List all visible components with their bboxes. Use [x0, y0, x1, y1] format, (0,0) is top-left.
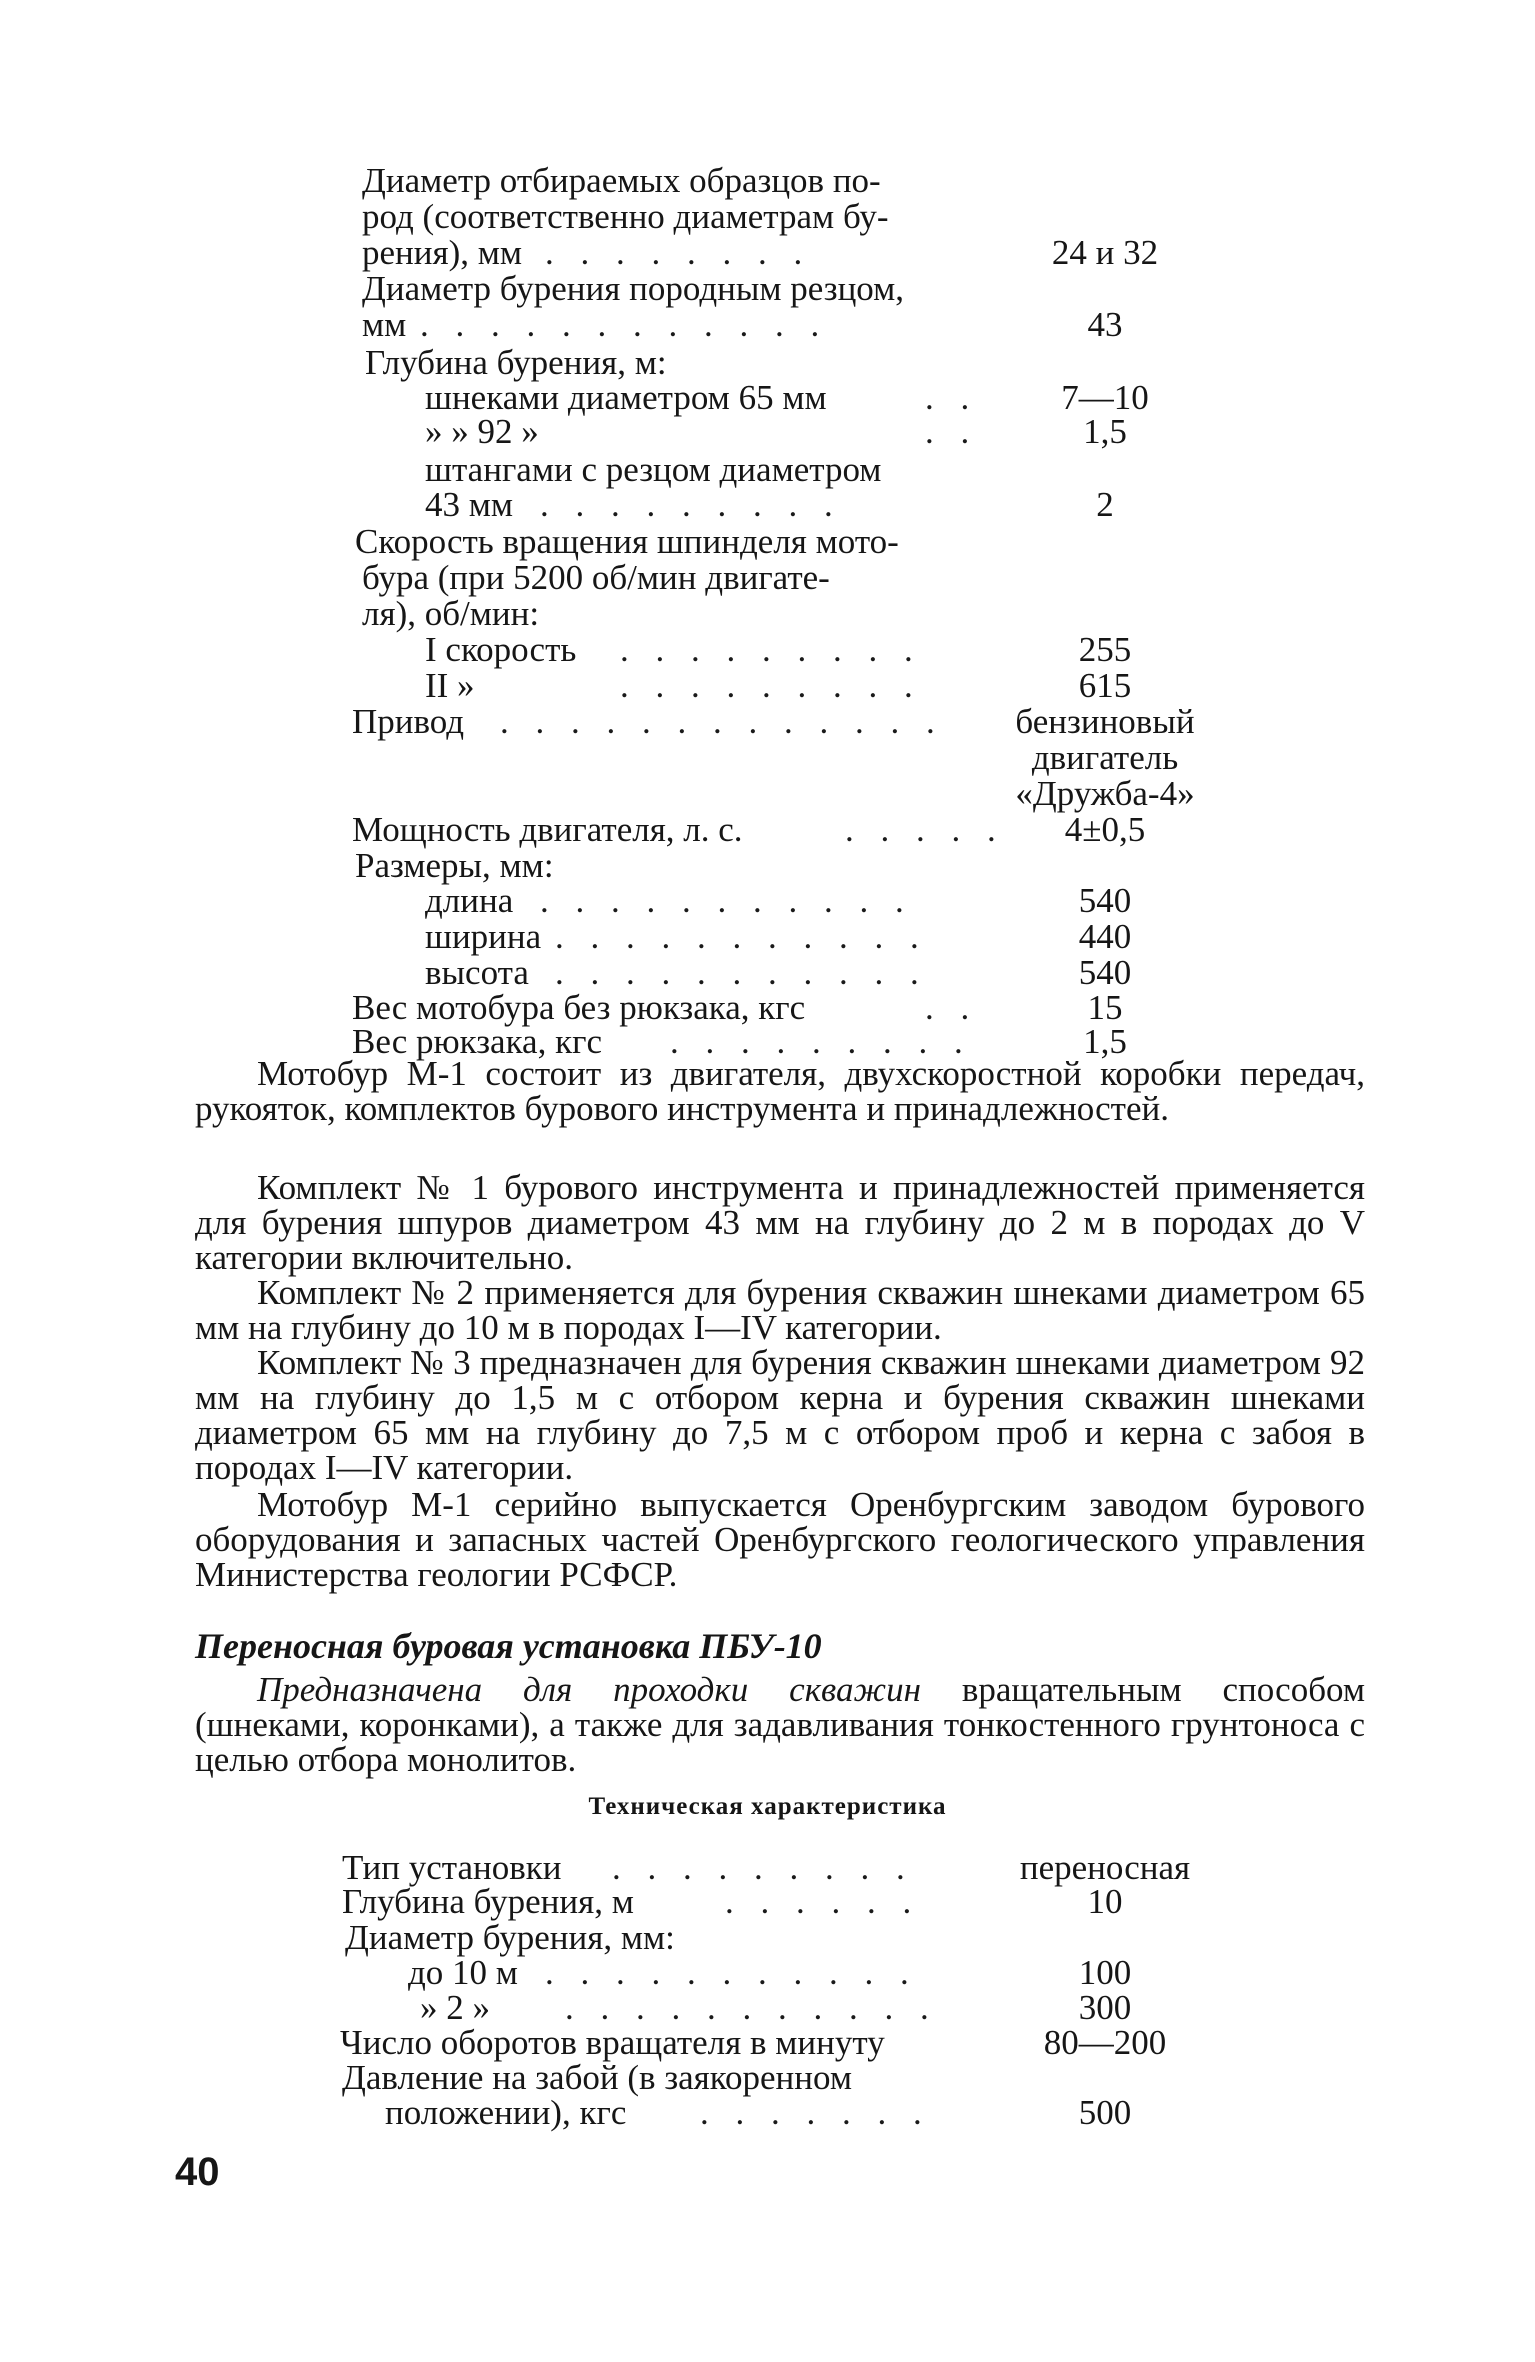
spec-label: ширина: [425, 917, 542, 956]
spec-value: 540: [1078, 953, 1132, 992]
subheading: Техническая характеристика: [588, 1793, 947, 1820]
intro-italic: Предназначена для проходки скважин: [257, 1670, 921, 1709]
spec-label: Мощность двигателя, л. с.: [352, 810, 743, 849]
spec-label: Вес мотобура без рюкзака, кгс: [352, 988, 806, 1027]
spec-value: двигатель: [1031, 738, 1179, 777]
leader-dots: . . . . .: [845, 810, 1005, 849]
spec-value: 300: [1078, 1988, 1132, 2027]
spec-label: 43 мм: [425, 485, 514, 524]
spec-label: штангами с резцом диаметром: [425, 450, 882, 489]
spec-value: 24 и 32: [1051, 233, 1159, 272]
paragraph: Комплект № 3 предназначен для бурения скважин шнеками диаметром 92 мм на глубину до 1,5 м с отбором керна и бурения скважин шнеками диаметром 65 мм на глубину до 7,5 м с отбором проб и керна с забоя в породах I—IV категории.: [195, 1343, 1365, 1487]
spec-label: Диаметр бурения породным резцом,: [362, 269, 905, 308]
paragraph: Мотобур М-1 состоит из двигателя, двухскоростной коробки передач, рукояток, комплектов бурового инструмента и принадлежностей.: [195, 1054, 1365, 1128]
spec-label: рения), мм: [362, 233, 523, 272]
spec-label: Глубина бурения, м: [342, 1882, 634, 1921]
spec-label: Давление на забой (в заякоренном: [342, 2058, 852, 2097]
spec-label: до 10 м: [408, 1953, 518, 1992]
spec-label: мм: [362, 305, 407, 344]
section-title: Переносная буровая установка ПБУ-10: [195, 1626, 822, 1666]
spec-label: Число оборотов вращателя в минуту: [340, 2023, 885, 2062]
spec-label: положении), кгс: [385, 2093, 627, 2132]
spec-label: длина: [425, 881, 514, 920]
leader-dots: . . . . . . . . .: [612, 1848, 914, 1887]
spec-value: 2: [1096, 485, 1114, 524]
spec-value: 10: [1087, 1882, 1123, 1921]
spec-label: Глубина бурения, м:: [365, 343, 667, 382]
intro-rest: вращательным способом (шнеками, коронками), а также для задавливания тонкостенного грунтоноса с целью отбора монолитов.: [195, 1670, 1365, 1779]
spec-value: «Дружба-4»: [1015, 774, 1195, 813]
section-intro: [195, 1672, 1365, 1777]
spec-value: 100: [1078, 1953, 1132, 1992]
spec-value: 80—200: [1043, 2023, 1167, 2062]
spec-label: шнеками диаметром 65 мм: [425, 378, 827, 417]
spec-value: 1,5: [1083, 1022, 1127, 1061]
spec-value: 1,5: [1083, 412, 1127, 451]
spec-label: высота: [425, 953, 529, 992]
spec-value: переносная: [1019, 1848, 1191, 1887]
spec-value: 440: [1078, 917, 1132, 956]
leader-dots: . . . . . . .: [700, 2093, 931, 2132]
leader-dots: . .: [925, 412, 979, 451]
spec-label: » » 92 »: [425, 412, 539, 451]
leader-dots: . . . . . . . . .: [620, 630, 922, 669]
spec-label: Диаметр отбираемых образцов по-: [362, 161, 881, 200]
paragraph: Комплект № 1 бурового инструмента и принадлежностей применяется для бурения шпуров диаметром 43 мм на глубину до 2 м в породах до V категории включительно.: [195, 1168, 1365, 1277]
leader-dots: . . . . . . . . . . . . .: [500, 702, 944, 741]
spec-value: 4±0,5: [1064, 810, 1146, 849]
leader-dots: . . . . . . . . .: [670, 1022, 972, 1061]
leader-dots: . . . . . . . . .: [540, 485, 842, 524]
spec-label: Тип установки: [342, 1848, 562, 1887]
paragraph: Мотобур М-1 серийно выпускается Оренбургским заводом бурового оборудования и запасных частей Оренбургского геологического управления Министерства геологии РСФСР.: [195, 1485, 1365, 1594]
leader-dots: . . . . . . . . . . .: [555, 917, 928, 956]
spec-value: бензиновый: [1015, 702, 1195, 741]
spec-label: Привод: [352, 702, 465, 741]
leader-dots: . . . . . . . . . . .: [540, 881, 913, 920]
spec-value: 540: [1078, 881, 1132, 920]
spec-label: ля), об/мин:: [362, 594, 540, 633]
spec-label: Вес рюкзака, кгс: [352, 1022, 602, 1061]
spec-value: 7—10: [1061, 378, 1149, 417]
paragraph: Комплект № 2 применяется для бурения скважин шнеками диаметром 65 мм на глубину до 10 м в породах I—IV категории.: [195, 1273, 1365, 1347]
spec-label: II »: [425, 666, 475, 705]
page-number: 40: [175, 2150, 220, 2194]
spec-value: 255: [1078, 630, 1132, 669]
leader-dots: . . . . . . . .: [545, 233, 812, 272]
spec-value: 15: [1087, 988, 1123, 1027]
leader-dots: . . . . . .: [725, 1882, 921, 1921]
spec-label: I скорость: [425, 630, 577, 669]
spec-label: Размеры, мм:: [355, 846, 554, 885]
leader-dots: . . . . . . . . . . .: [555, 953, 928, 992]
leader-dots: . . . . . . . . . . .: [565, 1988, 938, 2027]
spec-value: 43: [1087, 305, 1123, 344]
leader-dots: . . . . . . . . .: [620, 666, 922, 705]
spec-value: 500: [1078, 2093, 1132, 2132]
spec-value: 615: [1078, 666, 1132, 705]
leader-dots: . . . . . . . . . . . .: [420, 305, 829, 344]
spec-label: » 2 »: [420, 1988, 490, 2027]
spec-label: род (соответственно диаметрам бу-: [362, 197, 889, 236]
spec-label: Скорость вращения шпинделя мото-: [355, 522, 899, 561]
spec-label: бура (при 5200 об/мин двигате-: [362, 558, 830, 597]
leader-dots: . . . . . . . . . . .: [545, 1953, 918, 1992]
leader-dots: . .: [925, 378, 979, 417]
leader-dots: . .: [925, 988, 979, 1027]
spec-label: Диаметр бурения, мм:: [345, 1918, 675, 1957]
